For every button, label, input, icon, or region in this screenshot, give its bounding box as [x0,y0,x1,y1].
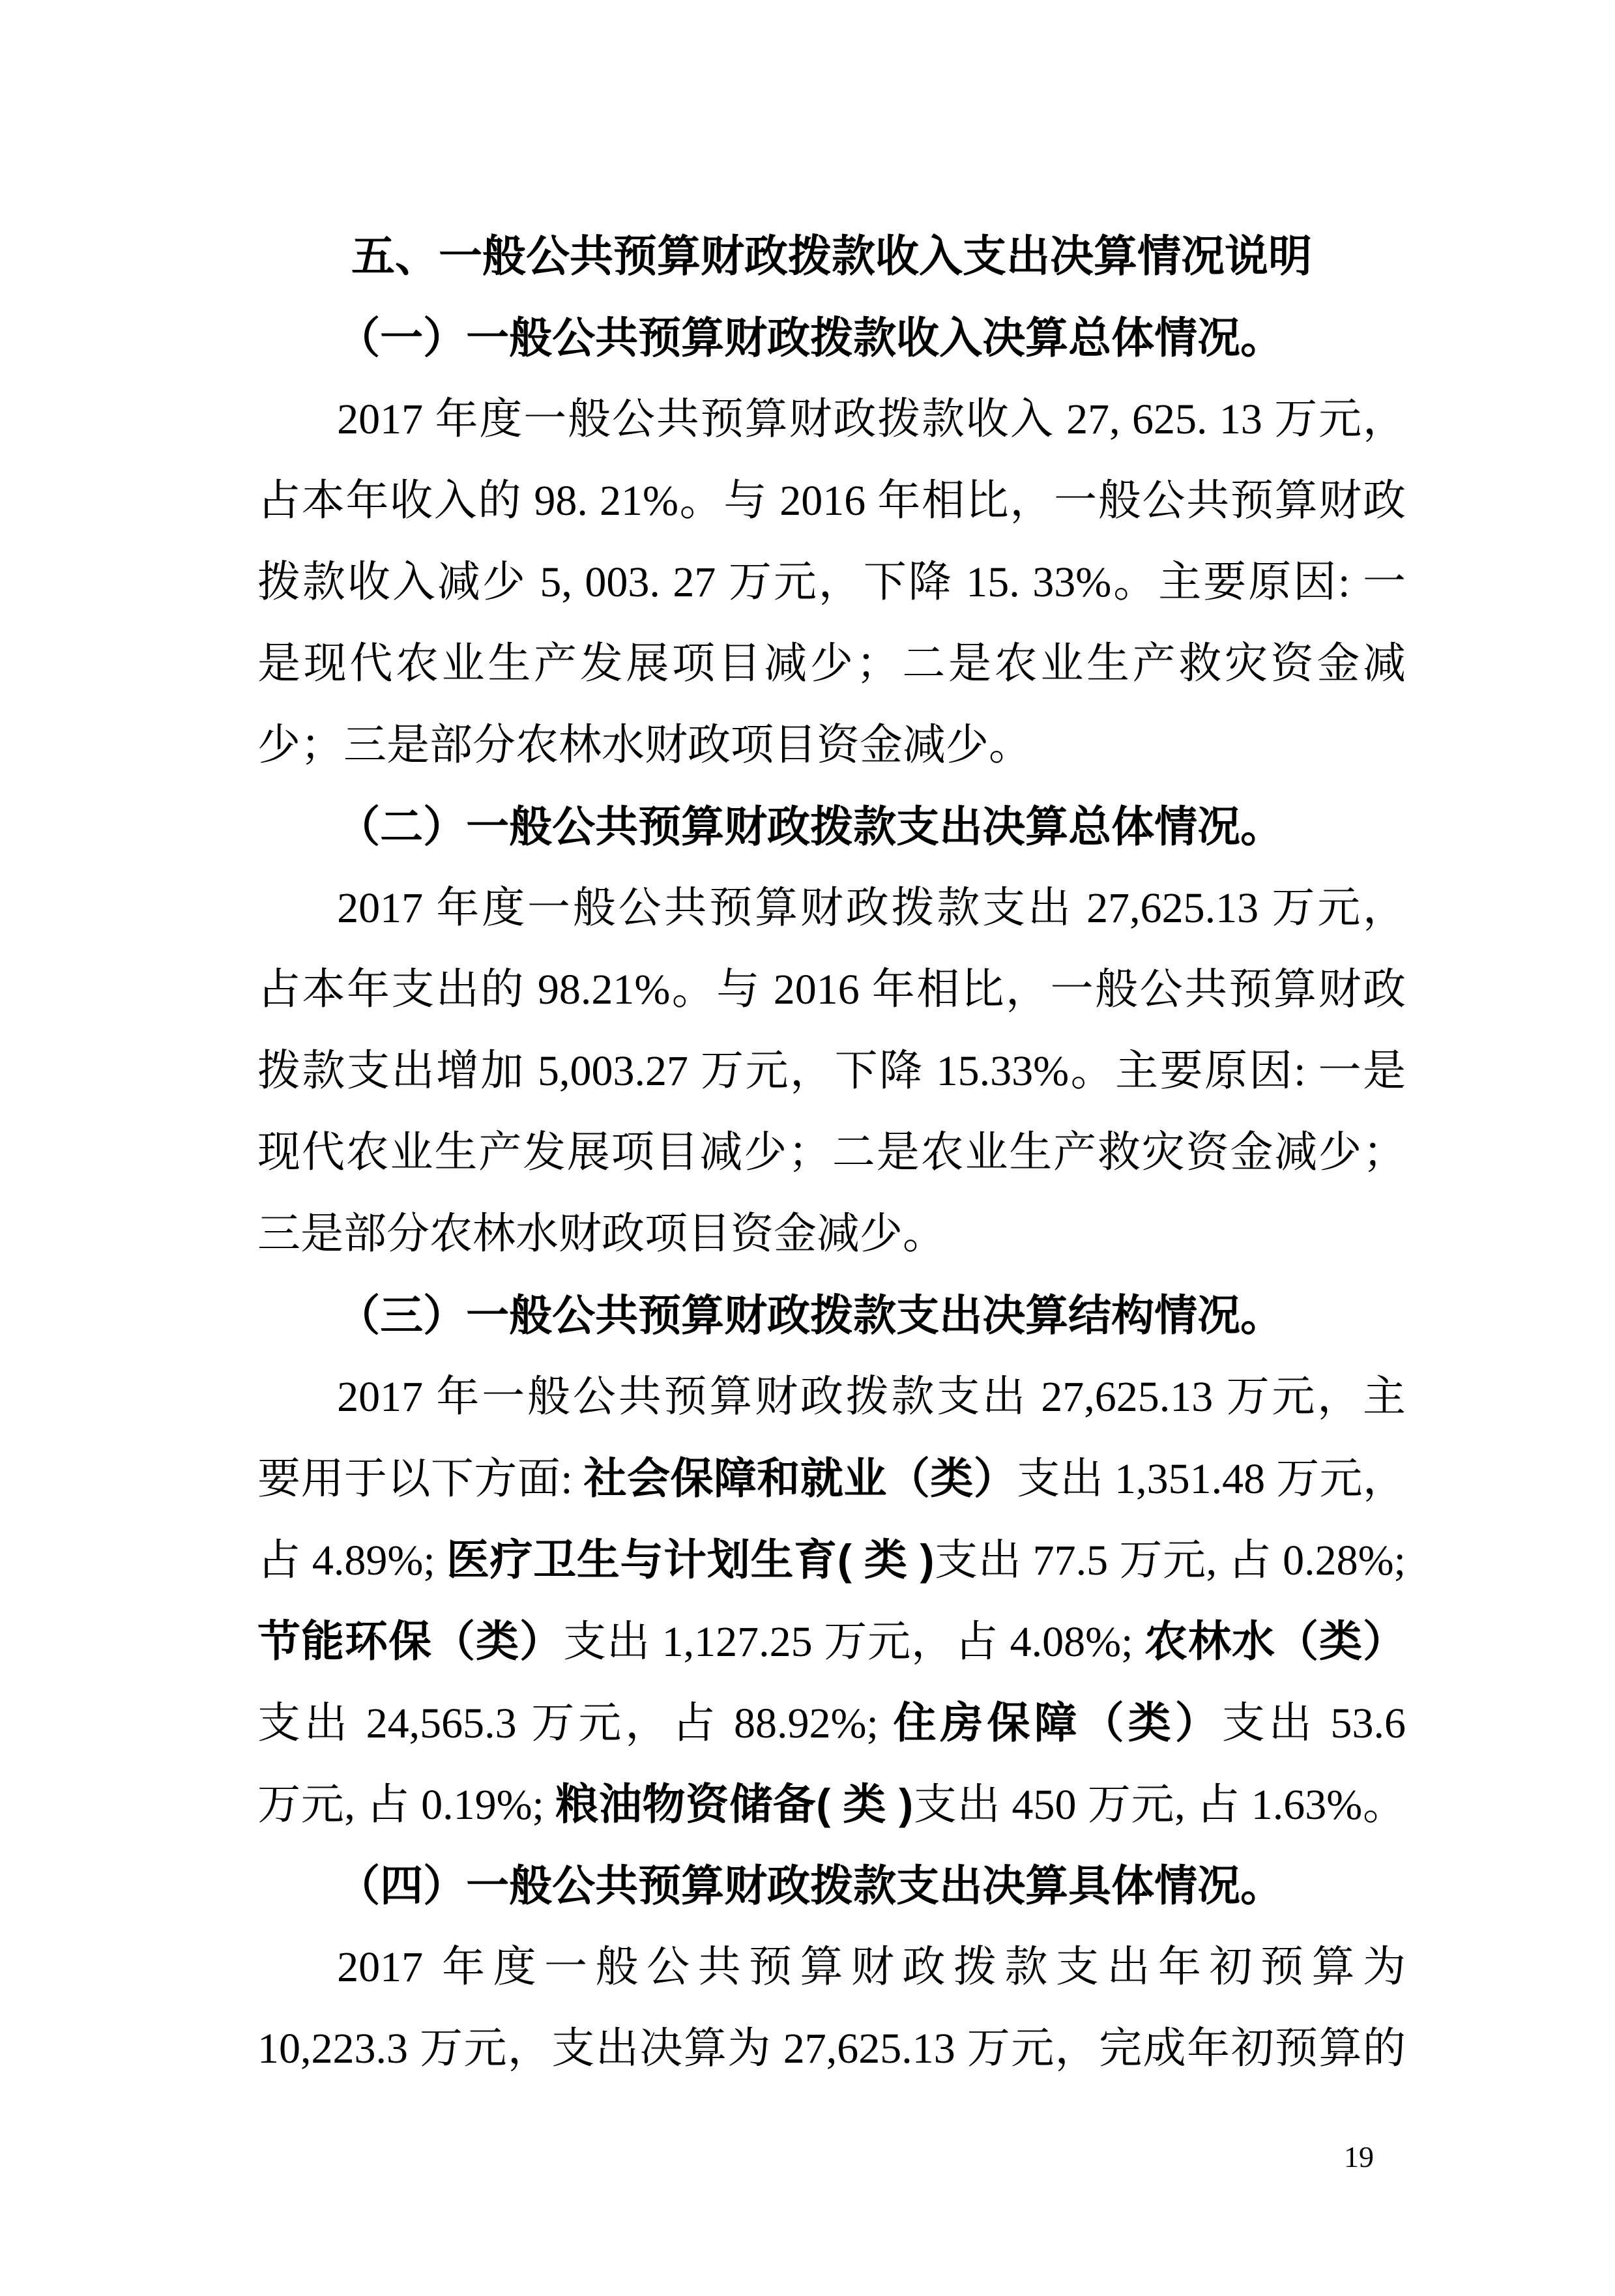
text-run: 支出 1,127.25 万元，占 4.08%; [563,1618,1144,1666]
text-line [257,379,1406,460]
section-heading [257,786,1406,867]
text-line [257,1030,1406,1112]
bold-text-run: 住房保障（类） [893,1698,1222,1747]
text-run: 拨款收入减少 5, 003. 27 万元，下降 15. 33%。主要原因: 一 [257,559,1406,606]
text-line [257,2008,1406,2089]
text-run: 占本年支出的 98.21%。与 2016 年相比，一般公共预算财政 [257,966,1406,1013]
text-run: 支出 1,351.48 万元， [1017,1455,1406,1503]
text-line [257,867,1406,949]
text-line [257,705,1406,786]
text-line [257,1764,1406,1845]
bold-text-run: 五、一般公共预算财政拨款收入支出决算情况说明 [351,232,1312,281]
text-run: 少；三是部分农林水财政项目资金减少。 [257,721,1032,769]
text-run: 占 4.89%; [257,1537,446,1584]
text-run: 2017 年度一般公共预算财政拨款支出年初预算为 [337,1943,1406,1991]
bold-text-run: 社会保障和就业（类） [583,1454,1017,1502]
text-run: 2017 年度一般公共预算财政拨款收入 27, 625. 13 万元， [337,396,1406,443]
bold-text-run: 粮油物资储备( 类 ) [555,1780,914,1828]
bold-text-run: 医疗卫生与计划生育( 类 ) [446,1535,935,1584]
text-line [257,1112,1406,1193]
document-title [257,216,1406,297]
section-heading [257,297,1406,379]
text-line [257,1682,1406,1764]
bold-text-run: 农林水（类） [1144,1617,1406,1665]
text-run: 2017 年度一般公共预算财政拨款支出 27,625.13 万元， [337,884,1406,932]
text-line [257,542,1406,623]
text-line [257,949,1406,1030]
text-line [257,623,1406,705]
text-line [257,1438,1406,1519]
section-heading [257,1845,1406,1926]
text-run: 要用于以下方面: [257,1455,584,1503]
text-line [257,1193,1406,1275]
text-run: 拨款支出增加 5,003.27 万元，下降 15.33%。主要原因: 一是 [257,1047,1406,1095]
bold-text-run: （三）一般公共预算财政拨款支出决算结构情况。 [337,1291,1284,1339]
text-run: 三是部分农林水财政项目资金减少。 [257,1210,946,1258]
text-run: 是现代农业生产发展项目减少；二是农业生产救灾资金减 [257,640,1406,688]
bold-text-run: （二）一般公共预算财政拨款支出决算总体情况。 [337,802,1284,850]
text-run: 现代农业生产发展项目减少；二是农业生产救灾资金减少； [257,1129,1406,1176]
text-line [257,1519,1406,1601]
text-run: 支出 24,565.3 万元，占 88.92%; [257,1700,894,1747]
text-line [257,1356,1406,1438]
text-run: 万元, 占 0.19%; [257,1781,556,1829]
document-body [257,216,1406,2089]
text-line [257,1601,1406,1682]
text-line [257,460,1406,542]
page-number: 19 [1344,2140,1374,2173]
section-heading [257,1275,1406,1356]
text-run: 支出 450 万元, 占 1.63%。 [913,1781,1406,1829]
bold-text-run: （四）一般公共预算财政拨款支出决算具体情况。 [337,1861,1284,1910]
bold-text-run: （一）一般公共预算财政拨款收入决算总体情况。 [337,313,1284,362]
text-run: 10,223.3 万元，支出决算为 27,625.13 万元，完成年初预算的 [257,2025,1406,2072]
text-run: 支出 77.5 万元, 占 0.28%; [934,1537,1406,1584]
text-run: 占本年收入的 98. 21%。与 2016 年相比，一般公共预算财政 [257,477,1406,525]
bold-text-run: 节能环保（类） [257,1617,564,1665]
text-run: 支出 53.6 [1221,1700,1406,1747]
text-run: 2017 年一般公共预算财政拨款支出 27,625.13 万元，主 [337,1373,1406,1421]
text-line [257,1926,1406,2008]
